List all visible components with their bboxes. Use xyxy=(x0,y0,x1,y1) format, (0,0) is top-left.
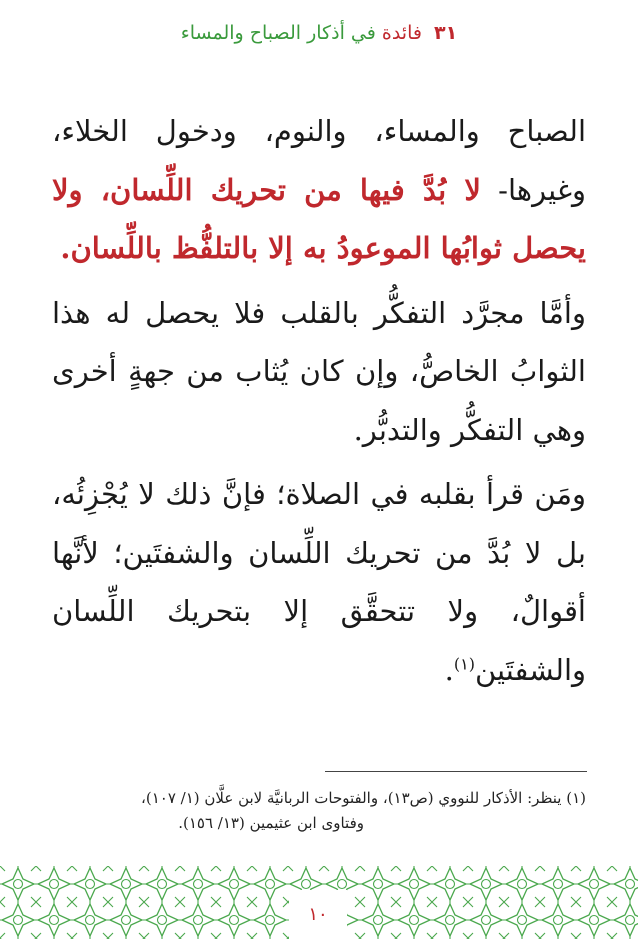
page-number-box xyxy=(289,890,347,939)
footnote-line-1: (١) ينظر: الأذكار للنووي (ص١٣)، والفتوحات الربانيَّة لابن علَّان (١/ ١٠٧)، xyxy=(141,789,586,807)
page-number: ١٠ xyxy=(308,904,328,925)
header-title-rest: في أذكار الصباح والمساء xyxy=(180,22,376,44)
running-header xyxy=(0,22,638,44)
paragraph-1 xyxy=(52,102,586,278)
paragraph-1-emphasis: لا بُدَّ فيها من تحريك اللِّسان، ولا يحصل ثوابُها الموعودُ به إلا بالتلفُّظ باللِّسان. xyxy=(52,172,586,265)
paragraph-3 xyxy=(52,465,586,699)
footnote-divider xyxy=(325,771,587,772)
footnotes xyxy=(52,786,586,836)
main-text xyxy=(52,102,586,699)
header-title-part: فائدة xyxy=(381,22,422,44)
footnote-ref[interactable]: (١) xyxy=(453,653,475,673)
paragraph-3-text: ومَن قرأ بقلبه في الصلاة؛ فإنَّ ذلك لا يُجْزِئُه، بل لا بُدَّ من تحريك اللِّسان والشفتَين؛ لأنَّها أقوالٌ، ولا تتحقَّق إلا بتحريك اللِّسان والشفتَين xyxy=(52,477,586,687)
paragraph-2: وأمَّا مجرَّد التفكُّر بالقلب فلا يحصل له هذا الثوابُ الخاصُّ، وإن كان يُثاب من جهةٍ أخرى وهي التفكُّر والتدبُّر. xyxy=(52,295,586,447)
paragraph-1-text: الصباح والمساء، والنوم، ودخول الخلاء، وغيرها- xyxy=(52,114,586,207)
footnote-line-2: وفتاوى ابن عثيمين (١٣/ ١٥٦). xyxy=(178,814,364,832)
paragraph-3-end: . xyxy=(444,652,454,687)
section-number: ٣١ xyxy=(434,22,458,44)
